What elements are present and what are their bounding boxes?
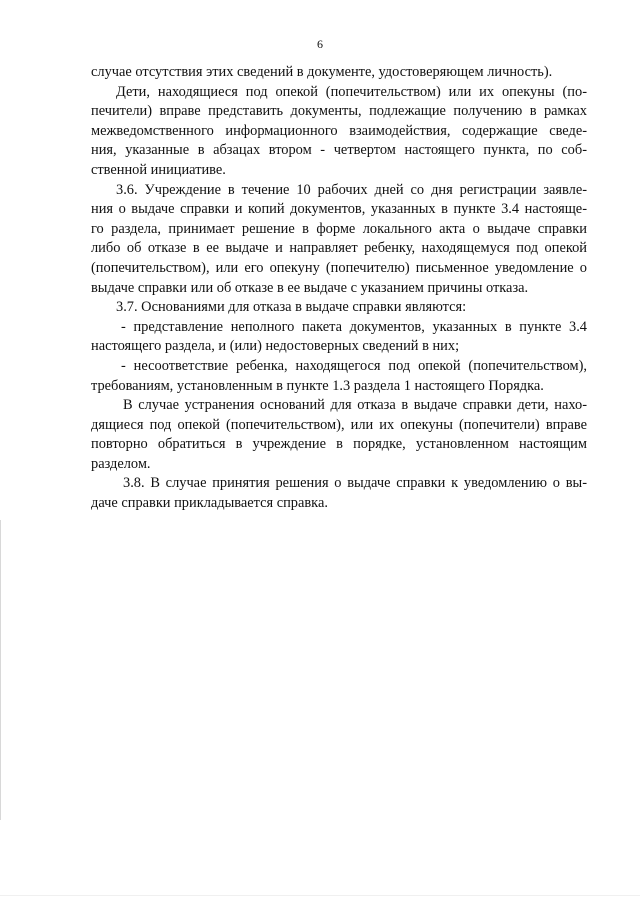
- scan-edge-mark: [0, 520, 1, 820]
- text-line: даче справки прикладывается справка.: [91, 495, 328, 512]
- text-line: ственной инициативе.: [91, 161, 226, 178]
- text-line: - несоответствие ребенка, находящегося под опекой (попечительством),: [121, 357, 587, 374]
- text-line: дящиеся под опекой (попечительством), или их опекуны (попечители) вправе: [91, 416, 587, 433]
- scan-bottom-edge: [0, 895, 640, 896]
- text-line: выдаче справки или об отказе в ее выдаче с указанием причины отказа.: [91, 279, 529, 296]
- text-line: требованиям, установленным в пункте 1.3 раздела 1 настоящего Порядка.: [91, 377, 544, 394]
- text-line: 3.8. В случае принятия решения о выдаче справки к уведомлению о вы-: [123, 475, 587, 492]
- text-line: Дети, находящиеся под опекой (попечительством) или их опекуны (по-: [116, 83, 587, 100]
- text-line: настоящего раздела, и (или) недостоверных сведений в них;: [91, 338, 460, 355]
- text-line: случае отсутствия этих сведений в документе, удостоверяющем личность).: [91, 64, 553, 80]
- text-line: 3.7. Основаниями для отказа в выдаче справки являются:: [116, 299, 467, 316]
- text-line: го раздела, принимает решение в форме локального акта о выдаче справки: [91, 220, 587, 237]
- text-line: либо об отказе в ее выдаче и направляет ребенку, находящемуся под опекой: [91, 240, 587, 257]
- text-line: печители) вправе представить документы, подлежащие получению в рамках: [91, 103, 587, 120]
- text-line: - представление неполного пакета документов, указанных в пункте 3.4: [121, 318, 587, 335]
- text-line: 3.6. Учреждение в течение 10 рабочих дней со дня регистрации заявле-: [116, 181, 587, 198]
- text-line: повторно обратиться в учреждение в порядке, установленном настоящим: [91, 436, 587, 453]
- text-line: разделом.: [91, 455, 151, 472]
- document-body: [91, 63, 587, 514]
- text-line: ния, указанные в абзацах втором - четвертом настоящего пункта, по соб-: [91, 142, 587, 159]
- text-line: (попечительством), или его опекуну (попечителю) письменное уведомление о: [91, 259, 587, 276]
- text-line: ния о выдаче справки и копий документов, указанных в пункте 3.4 настояще-: [91, 201, 587, 218]
- page-number: 6: [317, 37, 323, 51]
- text-line: межведомственного информационного взаимодействия, содержащие сведе-: [91, 122, 587, 139]
- text-line: В случае устранения оснований для отказа в выдаче справки дети, нахо-: [123, 397, 587, 414]
